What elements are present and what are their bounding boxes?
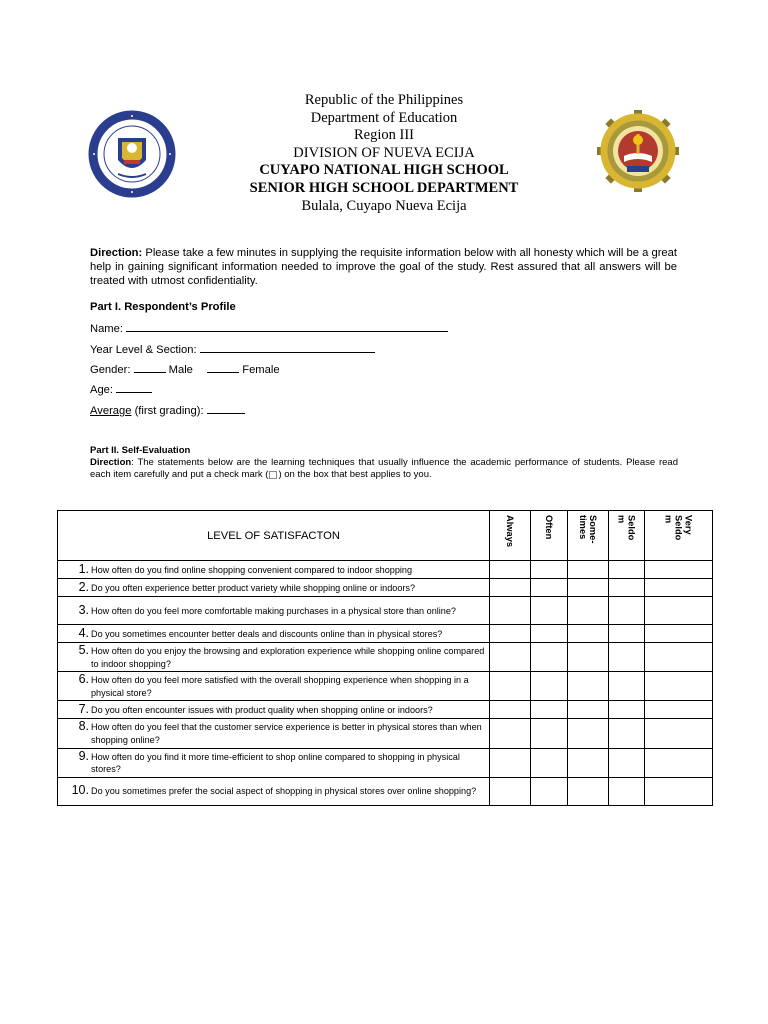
gender-label: Gender: (90, 364, 131, 376)
year-section-blank[interactable] (200, 341, 375, 353)
header-school-name: CUYAPO NATIONAL HIGH SCHOOL (259, 162, 509, 179)
checkbox-cell-often[interactable] (531, 777, 568, 805)
table-row (58, 643, 713, 672)
checkbox-cell-always[interactable] (490, 643, 531, 672)
checkbox-cell-always[interactable] (490, 777, 531, 805)
checkbox-cell-seldom[interactable] (609, 625, 645, 643)
checkbox-cell-seldom[interactable] (609, 701, 645, 719)
question-text: Do you often experience better product variety while shopping online or indoors? (91, 582, 416, 593)
checkbox-cell-always[interactable] (490, 579, 531, 597)
header-address: Bulala, Cuyapo Nueva Ecija (301, 197, 467, 214)
name-blank[interactable] (126, 320, 448, 332)
question-text: How often do you find it more time-efficient to shop online compared to shopping in physical stores? (91, 751, 460, 775)
document-header (0, 92, 768, 215)
table-header-title: LEVEL OF SATISFACTON (58, 511, 490, 561)
question-cell (58, 561, 490, 579)
col-always: Always (490, 511, 531, 561)
part2-direction (90, 457, 678, 482)
checkbox-cell-sometimes[interactable] (568, 701, 609, 719)
header-region: Region III (354, 127, 414, 144)
checkbox-cell-very-seldom[interactable] (645, 597, 713, 625)
table-row (58, 597, 713, 625)
checkbox-cell-often[interactable] (531, 643, 568, 672)
question-cell (58, 579, 490, 597)
checkbox-cell-very-seldom[interactable] (645, 748, 713, 777)
question-text: How often do you feel that the customer service experience is better in physical stores than when shopping online? (91, 722, 482, 745)
checkbox-cell-seldom[interactable] (609, 579, 645, 597)
question-cell (58, 777, 490, 805)
checkbox-cell-very-seldom[interactable] (645, 719, 713, 748)
question-cell (58, 719, 490, 748)
question-number: 4. (78, 625, 89, 640)
checkbox-cell-often[interactable] (531, 719, 568, 748)
question-text: How often do you find online shopping convenient compared to indoor shopping (91, 564, 413, 575)
question-cell (58, 701, 490, 719)
table-row (58, 701, 713, 719)
question-text: How often do you feel more comfortable making purchases in a physical store than online? (91, 605, 456, 616)
question-number: 6. (78, 672, 89, 687)
checkbox-cell-always[interactable] (490, 701, 531, 719)
checkbox-cell-often[interactable] (531, 579, 568, 597)
checkbox-cell-very-seldom[interactable] (645, 777, 713, 805)
checkbox-cell-very-seldom[interactable] (645, 701, 713, 719)
question-cell (58, 643, 490, 672)
checkbox-cell-very-seldom[interactable] (645, 643, 713, 672)
checkbox-cell-often[interactable] (531, 672, 568, 701)
checkbox-cell-often[interactable] (531, 625, 568, 643)
average-suffix: (first grading): (131, 405, 204, 417)
question-cell (58, 625, 490, 643)
age-blank[interactable] (116, 381, 152, 393)
table-row (58, 579, 713, 597)
checkbox-cell-often[interactable] (531, 597, 568, 625)
checkbox-cell-seldom[interactable] (609, 777, 645, 805)
checkbox-cell-very-seldom[interactable] (645, 625, 713, 643)
col-sometimes: Some- times (568, 511, 609, 561)
part2-direction-text-2: ) on the box that best applies to you. (278, 469, 432, 481)
gender-field-row (90, 361, 280, 376)
checkbox-cell-always[interactable] (490, 748, 531, 777)
checkbox-cell-sometimes[interactable] (568, 643, 609, 672)
table-row (58, 672, 713, 701)
question-cell (58, 672, 490, 701)
question-number: 7. (78, 702, 89, 717)
checkbox-cell-seldom[interactable] (609, 719, 645, 748)
header-department-name: SENIOR HIGH SCHOOL DEPARTMENT (249, 179, 519, 196)
name-label: Name: (90, 323, 123, 335)
checkbox-cell-sometimes[interactable] (568, 625, 609, 643)
checkbox-cell-always[interactable] (490, 719, 531, 748)
question-text: How often do you feel more satisfied with the overall shopping experience when shopping in a physical store? (91, 675, 469, 698)
table-row (58, 748, 713, 777)
name-field-row (90, 320, 448, 335)
checkbox-cell-seldom[interactable] (609, 643, 645, 672)
male-label: Male (168, 364, 193, 376)
table-row (58, 719, 713, 748)
checkbox-cell-very-seldom[interactable] (645, 561, 713, 579)
question-cell (58, 597, 490, 625)
direction-paragraph (90, 246, 677, 289)
part2-direction-label: Direction (90, 457, 132, 468)
age-label: Age: (90, 384, 114, 396)
checkbox-cell-often[interactable] (531, 748, 568, 777)
question-text: Do you sometimes encounter better deals and discounts online than in physical stores? (91, 628, 443, 639)
checkbox-cell-sometimes[interactable] (568, 748, 609, 777)
checkbox-cell-sometimes[interactable] (568, 777, 609, 805)
checkbox-cell-often[interactable] (531, 561, 568, 579)
question-text: How often do you enjoy the browsing and exploration experience while shopping online compared to indoor shopping? (91, 646, 485, 669)
part1-title: Part I. Respondent’s Profile (90, 301, 236, 313)
checkbox-cell-often[interactable] (531, 701, 568, 719)
female-blank[interactable] (207, 361, 239, 373)
checkbox-cell-very-seldom[interactable] (645, 672, 713, 701)
checkbox-cell-sometimes[interactable] (568, 597, 609, 625)
question-number: 2. (78, 579, 89, 594)
table-row (58, 777, 713, 805)
part2-direction-text-1: : The statements below are the learning techniques that usually influence the academic performance of students. Please read each item carefully and put a check mark ( (90, 457, 678, 481)
table-row (58, 625, 713, 643)
checkbox-cell-sometimes[interactable] (568, 579, 609, 597)
checkbox-cell-always[interactable] (490, 597, 531, 625)
question-cell (58, 748, 490, 777)
checkbox-cell-always[interactable] (490, 672, 531, 701)
checkbox-icon (269, 471, 277, 479)
average-blank[interactable] (207, 402, 245, 414)
checkbox-cell-very-seldom[interactable] (645, 579, 713, 597)
checkbox-cell-seldom[interactable] (609, 561, 645, 579)
checkbox-cell-always[interactable] (490, 625, 531, 643)
checkbox-cell-sometimes[interactable] (568, 672, 609, 701)
checkbox-cell-seldom[interactable] (609, 748, 645, 777)
header-department: Department of Education (310, 109, 458, 126)
average-field-row (90, 402, 245, 417)
female-label: Female (242, 364, 280, 376)
checkbox-cell-seldom[interactable] (609, 597, 645, 625)
question-text: Do you sometimes prefer the social aspect of shopping in physical stores over online shopping? (91, 786, 477, 797)
survey-table (57, 510, 713, 806)
question-text: Do you often encounter issues with product quality when shopping online or indoors? (91, 705, 433, 716)
question-number: 1. (78, 561, 89, 576)
direction-label: Direction: (90, 247, 143, 259)
question-number: 10. (71, 783, 89, 798)
checkbox-cell-sometimes[interactable] (568, 719, 609, 748)
average-label: Average (90, 405, 132, 417)
question-number: 5. (78, 643, 89, 657)
year-field-row (90, 341, 375, 356)
checkbox-cell-sometimes[interactable] (568, 561, 609, 579)
col-seldom: Seldo m (609, 511, 645, 561)
col-often: Often (531, 511, 568, 561)
age-field-row (90, 381, 152, 396)
question-number: 3. (78, 602, 89, 617)
male-blank[interactable] (134, 361, 166, 373)
year-section-label: Year Level & Section: (90, 344, 197, 356)
header-republic: Republic of the Philippines (304, 92, 464, 108)
part2-title: Part II. Self-Evaluation (90, 445, 191, 456)
question-number: 9. (78, 748, 89, 763)
col-very-seldom: Very Seldo m (645, 511, 713, 561)
header-division: DIVISION OF NUEVA ECIJA (293, 144, 475, 161)
checkbox-cell-always[interactable] (490, 561, 531, 579)
table-row (58, 561, 713, 579)
question-number: 8. (78, 719, 89, 734)
direction-text: Please take a few minutes in supplying the requisite information below with all honesty which will be a great help in gaining significant information needed to improve the goal of the study. Rest assured that all answers will be treated with utmost confidentiality. (90, 247, 677, 288)
table-header-row (58, 511, 713, 561)
checkbox-cell-seldom[interactable] (609, 672, 645, 701)
